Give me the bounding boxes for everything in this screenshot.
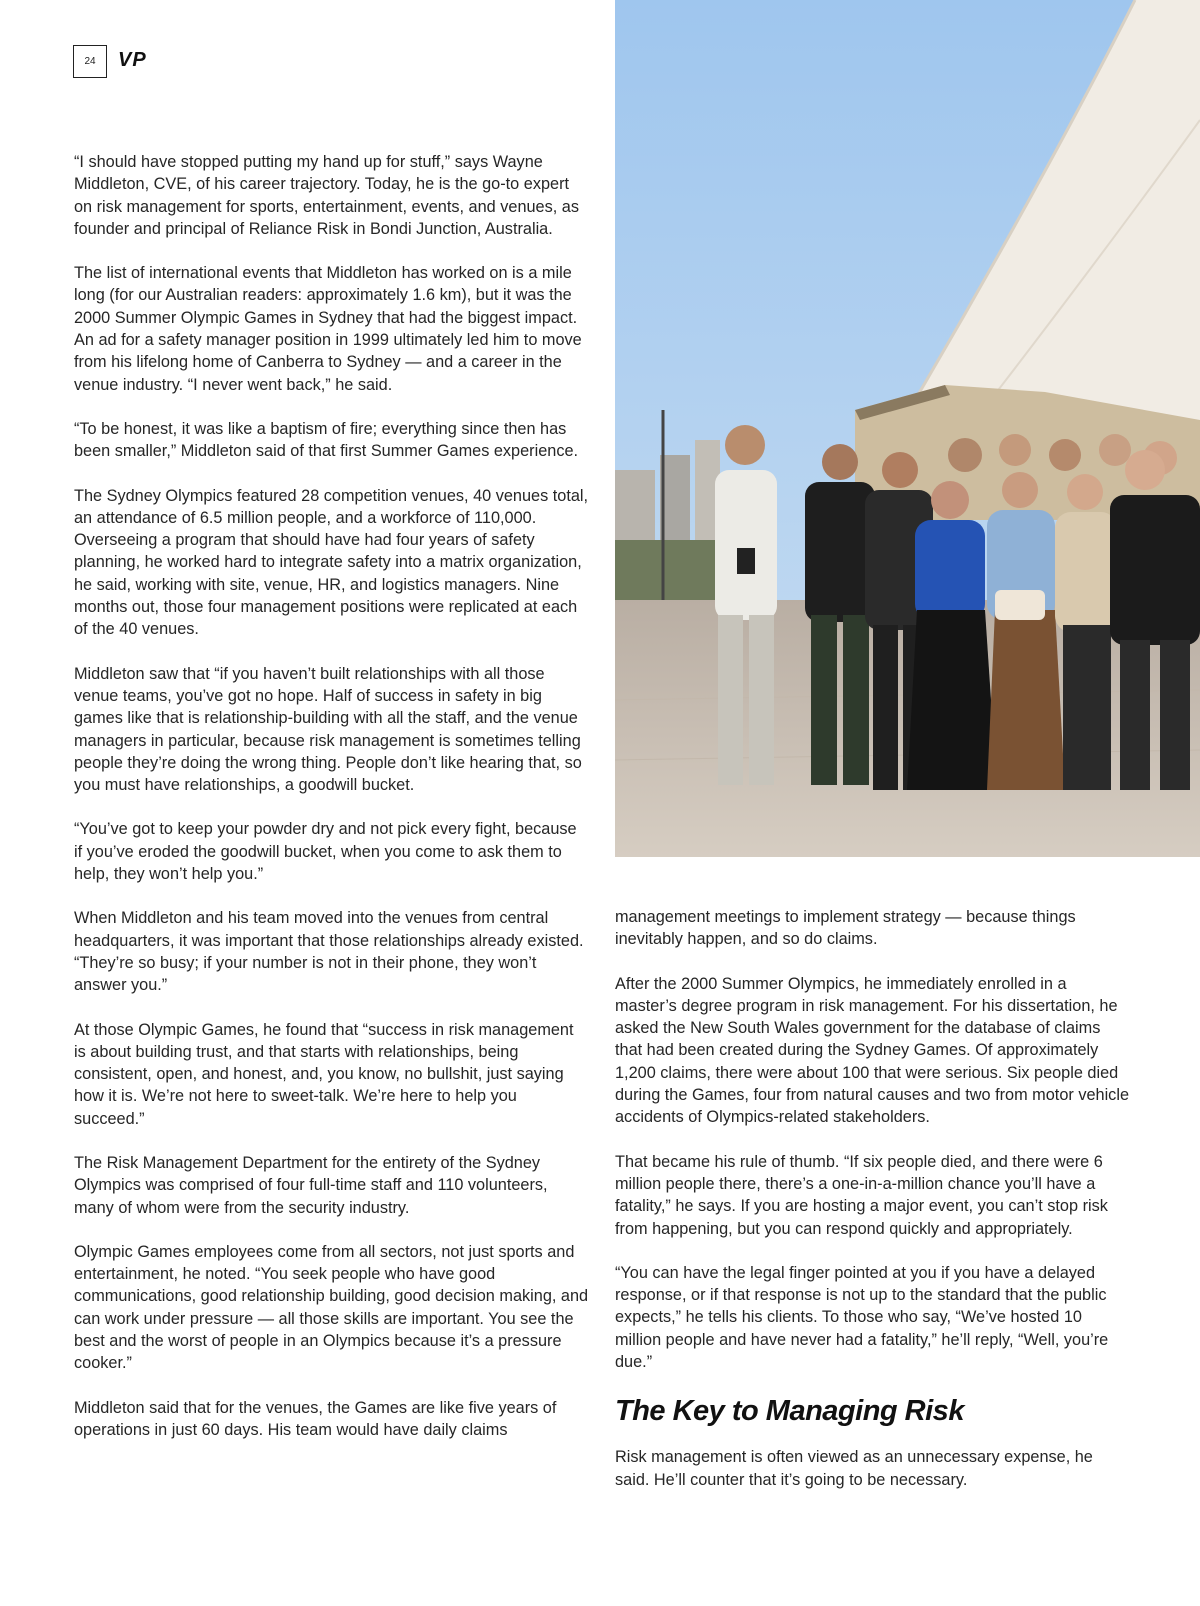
article-column-right [615,906,1130,1513]
paragraph: Middleton said that for the venues, the Games are like five years of operations in just 60 days. His team would have daily claims [74,1398,557,1439]
paragraph: “To be honest, it was like a baptism of fire; everything since then has been smaller,” Middleton said of that first Summer Games experience. [74,419,579,461]
page-number-box [73,45,107,78]
paragraph: management meetings to implement strategy — because things inevitably happen, and so do claims. [615,908,1076,949]
paragraph: At those Olympic Games, he found that “success in risk management is about building trust, and that starts with relationships, being consistent, open, and honest, and, you know, no bullshit, just saying how it is. We’re not here to sweet-talk. We’re here to help you succeed.” [74,1020,574,1128]
paragraph: “I should have stopped putting my hand up for stuff,” says Wayne Middleton, CVE, of his career trajectory. Today, he is the go-to expert on risk management for sports, entertainment, events, and venues, as founder and principal of Reliance Risk in Bondi Junction, Australia. [74,153,579,238]
paragraph: The list of international events that Middleton has worked on is a mile long (for our Australian readers: approximately 1.6 km), but it was the 2000 Summer Olympic Games in Sydney that had the biggest impact. An ad for a safety manager position in 1999 ultimately led him to move from his lifelong home of Canberra to Sydney — and a career in the venue industry. “I never went back,” he said. [74,264,582,394]
paragraph: Middleton saw that “if you haven’t built relationships with all those venue teams, you’ve got no hope. Half of success in safety in big games like that is relationship-building with all the staff, and the venue managers in particular, because risk management is sometimes telling people they’re doing the wrong thing. People don’t like hearing that, so you must have relationships, a goodwill bucket. [74,664,582,795]
paragraph: That became his rule of thumb. “If six people died, and there were 6 million people there, there’s a one-in-a-million chance you’ll have a fatality,” he says. If you are hosting a major event, you can’t stop risk from happening, but you can respond quickly and appropriately. [615,1152,1108,1238]
magazine-logo: VP [118,49,147,71]
page-number: 24 [84,56,96,67]
paragraph: After the 2000 Summer Olympics, he immediately enrolled in a master’s degree program in risk management. For his dissertation, he asked the New South Wales government for the database of claims that had been created during the Sydney Games. Of approximately 1,200 claims, there were about 100 that were serious. Six people died during the Games, four from natural causes and two from motor vehicle accidents of Olympics-related stakeholders. [615,974,1129,1127]
paragraph: “You’ve got to keep your powder dry and not pick every fight, because if you’ve eroded the goodwill bucket, when you come to ask them to help, they won’t help you.” [74,820,577,884]
paragraph: The Sydney Olympics featured 28 competition venues, 40 venues total, an attendance of 6.5 million people, and a workforce of 110,000. Overseeing a program that should have had four years of safety planning, he worked hard to integrate safety into a matrix organization, he said, working with site, venue, HR, and logistics managers. Nine months out, those four management positions were replicated at each of the 40 venues. [74,486,589,639]
paragraph: When Middleton and his team moved into the venues from central headquarters, it was important that those relationships already existed. “They’re so busy; if your number is not in their phone, they won’t answer you.” [74,909,584,995]
paragraph: Risk management is often viewed as an unnecessary expense, he said. He’ll counter that it’s going to be necessary. [615,1448,1093,1489]
group-photo [615,0,1200,857]
paragraph: “You can have the legal finger pointed at you if you have a delayed response, or if that response is not up to the standard that the public expects,” he tells his clients. To those who say, “We’ve hosted 10 million people and have never had a fatality,” he’ll reply, “Well, you’re due.” [615,1263,1109,1372]
article-column-left [74,151,589,1463]
section-heading: The Key to Managing Risk [615,1395,964,1428]
paragraph: Olympic Games employees come from all sectors, not just sports and entertainment, he noted. “You seek people who have good communications, good relationship building, good decision making, and can work under pressure — all those skills are important. You see the best and the worst of people in an Olympics because it’s a pressure cooker.” [74,1242,589,1373]
paragraph: The Risk Management Department for the entirety of the Sydney Olympics was comprised of four full-time staff and 110 volunteers, many of whom were from the security industry. [74,1153,548,1217]
